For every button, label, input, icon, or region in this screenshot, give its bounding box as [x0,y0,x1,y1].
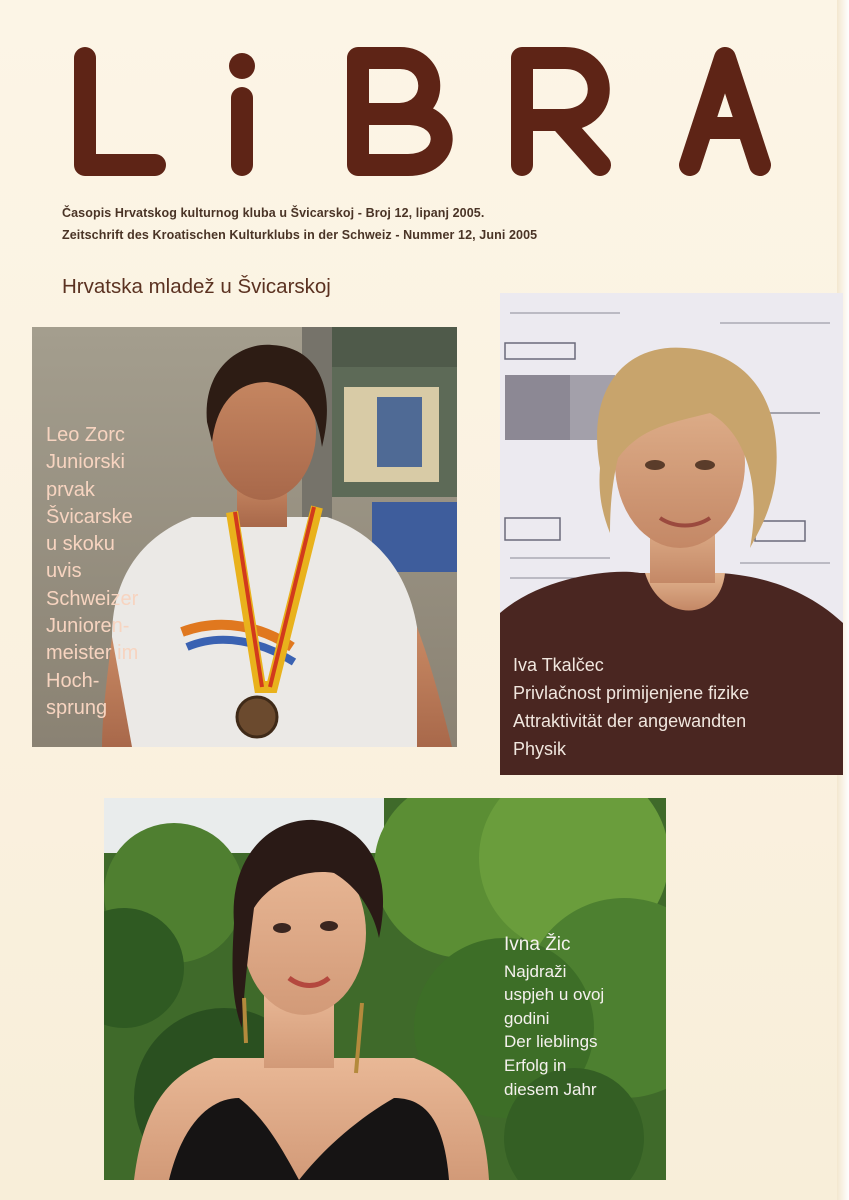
masthead [60,28,800,188]
caption-ivna [504,933,604,1101]
caption-leo-line: Junioren- [46,615,130,638]
section-title: Hrvatska mladež u Švicarskoj [62,275,331,298]
caption-iva-line: Attraktivität der angewandten [513,711,747,731]
caption-iva-line: Privlačnost primijenjene fizike [513,683,750,703]
caption-iva-line: Physik [513,739,567,759]
letter-i-dot [229,53,255,79]
caption-ivna-line: godini [504,1008,550,1028]
caption-ivna-line: Erfolg in [504,1055,567,1075]
caption-leo-line: Švicarske [46,505,133,528]
header-line-german: Zeitschrift des Kroatischen Kulturklubs in der Schweiz - Nummer 12, Juni 2005 [62,228,538,242]
caption-iva-line: Iva Tkalčec [513,655,604,675]
caption-leo-line: prvak [46,478,95,501]
letter-b [358,58,442,165]
photo-iva-tkalcec [500,293,843,775]
caption-leo [46,422,138,722]
caption-iva [513,651,749,763]
letter-r [522,58,600,165]
letter-a [690,58,760,165]
caption-ivna-line: Najdraži [504,961,567,981]
caption-leo-line: sprung [46,696,108,719]
caption-leo-line: uvis [46,560,82,583]
caption-leo-line: Leo Zorc [46,424,125,446]
caption-leo-line: Schweizer [46,587,139,610]
header-line-croatian: Časopis Hrvatskog kulturnog kluba u Švicarskoj - Broj 12, lipanj 2005. [62,206,485,220]
letter-l [85,58,155,165]
photo-ivna-zic [104,798,666,1180]
caption-leo-line: meister im [46,642,139,665]
caption-leo-line: Juniorski [46,451,125,474]
caption-leo-line: Hoch- [46,669,100,692]
caption-ivna-line: Der lieblings [504,1032,598,1052]
caption-leo-line: u skoku [46,533,115,556]
masthead-logo [60,28,800,188]
caption-ivna-name: Ivna Žic [504,934,571,955]
caption-ivna-line: diesem Jahr [504,1079,597,1099]
photo-leo-zorc [32,327,457,747]
caption-ivna-line: uspjeh u ovoj [504,985,605,1005]
